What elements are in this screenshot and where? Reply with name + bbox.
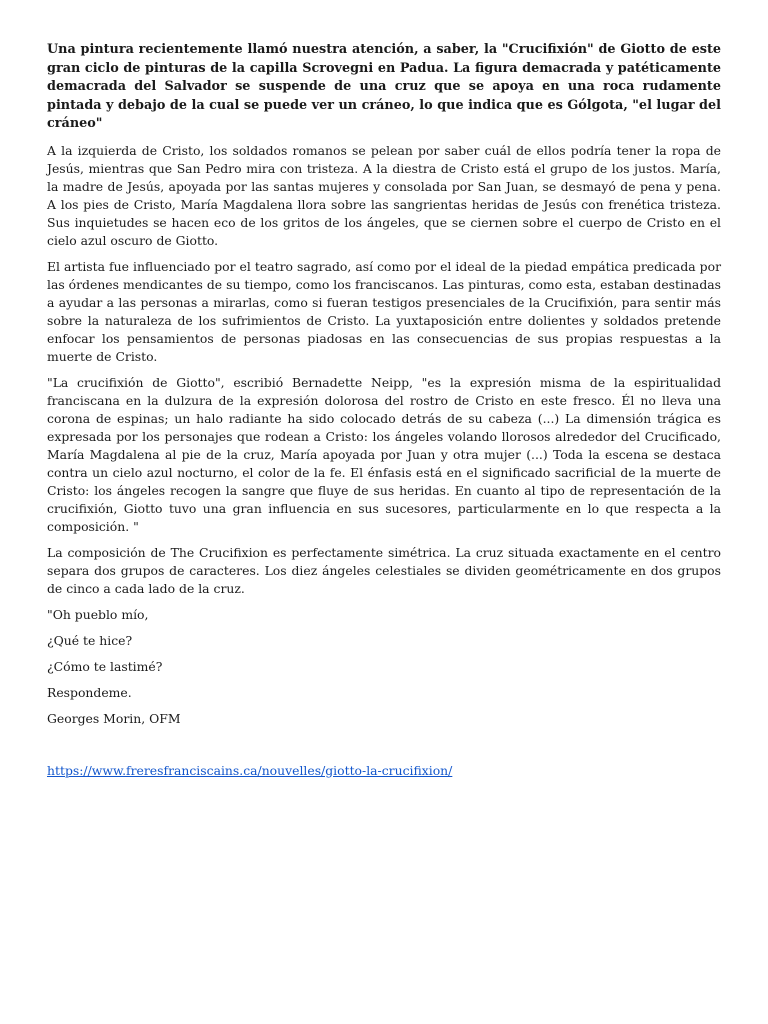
paragraph-theatre: El artista fue influenciado por el teatro sagrado, así como por el ideal de la piedad empática predicada por las órdenes mendicantes de su tiempo, como los franciscanos. Las pinturas, como esta, estaban destinadas a ayudar a las personas a mirarlas, como si fueran testigos presenciales de la Crucifixión, para sentir más sobre la naturaleza de los sufrimientos de Cristo. La yuxtaposición entre dolientes y soldados pretende enfocar los pensamientos de personas piadosas en las consecuencias de sus propias respuestas a la muerte de Cristo. <box>47 258 721 364</box>
source-link[interactable]: https://www.freresfranciscains.ca/nouvelles/giotto-la-crucifixion/ <box>47 762 453 778</box>
poem-line: ¿Qué te hice? <box>47 632 133 648</box>
poem-line: "Oh pueblo mío, <box>47 606 149 622</box>
paragraph-soldiers: A la izquierda de Cristo, los soldados romanos se pelean por saber cuál de ellos podría tener la ropa de Jesús, mientras que San Pedro mira con tristeza. A la diestra de Cristo está el grupo de los justos. María, la madre de Jesús, apoyada por las santas mujeres y consolada por San Juan, se desmayó de pena y pena. A los pies de Cristo, María Magdalena llora sobre las sangrientas heridas de Jesús con frenética tristeza. Sus inquietudes se hacen eco de los gritos de los ángeles, que se ciernen sobre el cuerpo de Cristo en el cielo azul oscuro de Giotto. <box>47 142 721 248</box>
poem-line: ¿Cómo te lastimé? <box>47 658 163 674</box>
source-link-container <box>47 762 721 780</box>
document-page <box>47 41 721 780</box>
paragraph-neipp-quote: "La crucifixión de Giotto", escribió Bernadette Neipp, "es la expresión misma de la espiritualidad franciscana en la dulzura de la expresión dolorosa del rostro de Cristo en este fresco. Él no lleva una corona de espinas; un halo radiante ha sido colocado detrás de su cabeza (...) La dimensión trágica es expresada por los personajes que rodean a Cristo: los ángeles volando llorosos alrededor del Crucificado, María Magdalena al pie de la cruz, María apoyada por Juan y otra mujer (...) Toda la escena se destaca contra un cielo azul nocturno, el color de la fe. El énfasis está en el significado sacrificial de la muerte de Cristo: los ángeles recogen la sangre que fluye de sus heridas. En cuanto al tipo de representación de la crucifixión, Giotto tuvo una gran influencia en sus sucesores, particularmente en lo que respecta a la composición. " <box>47 374 721 534</box>
poem-line: Respondeme. <box>47 684 132 700</box>
author-signature: Georges Morin, OFM <box>47 710 181 726</box>
lead-paragraph: Una pintura recientemente llamó nuestra atención, a saber, la "Crucifixión" de Giotto de este gran ciclo de pinturas de la capilla Scrovegni en Padua. La figura demacrada y patéticamente demacrada del Salvador se suspende de una cruz que se apoya en una roca rudamente pintada y debajo de la cual se puede ver un cráneo, lo que indica que es Gólgota, "el lugar del cráneo" <box>47 42 721 131</box>
paragraph-composition: La composición de The Crucifixion es perfectamente simétrica. La cruz situada exactamente en el centro separa dos grupos de caracteres. Los diez ángeles celestiales se dividen geométricamente en dos grupos de cinco a cada lado de la cruz. <box>47 544 721 596</box>
